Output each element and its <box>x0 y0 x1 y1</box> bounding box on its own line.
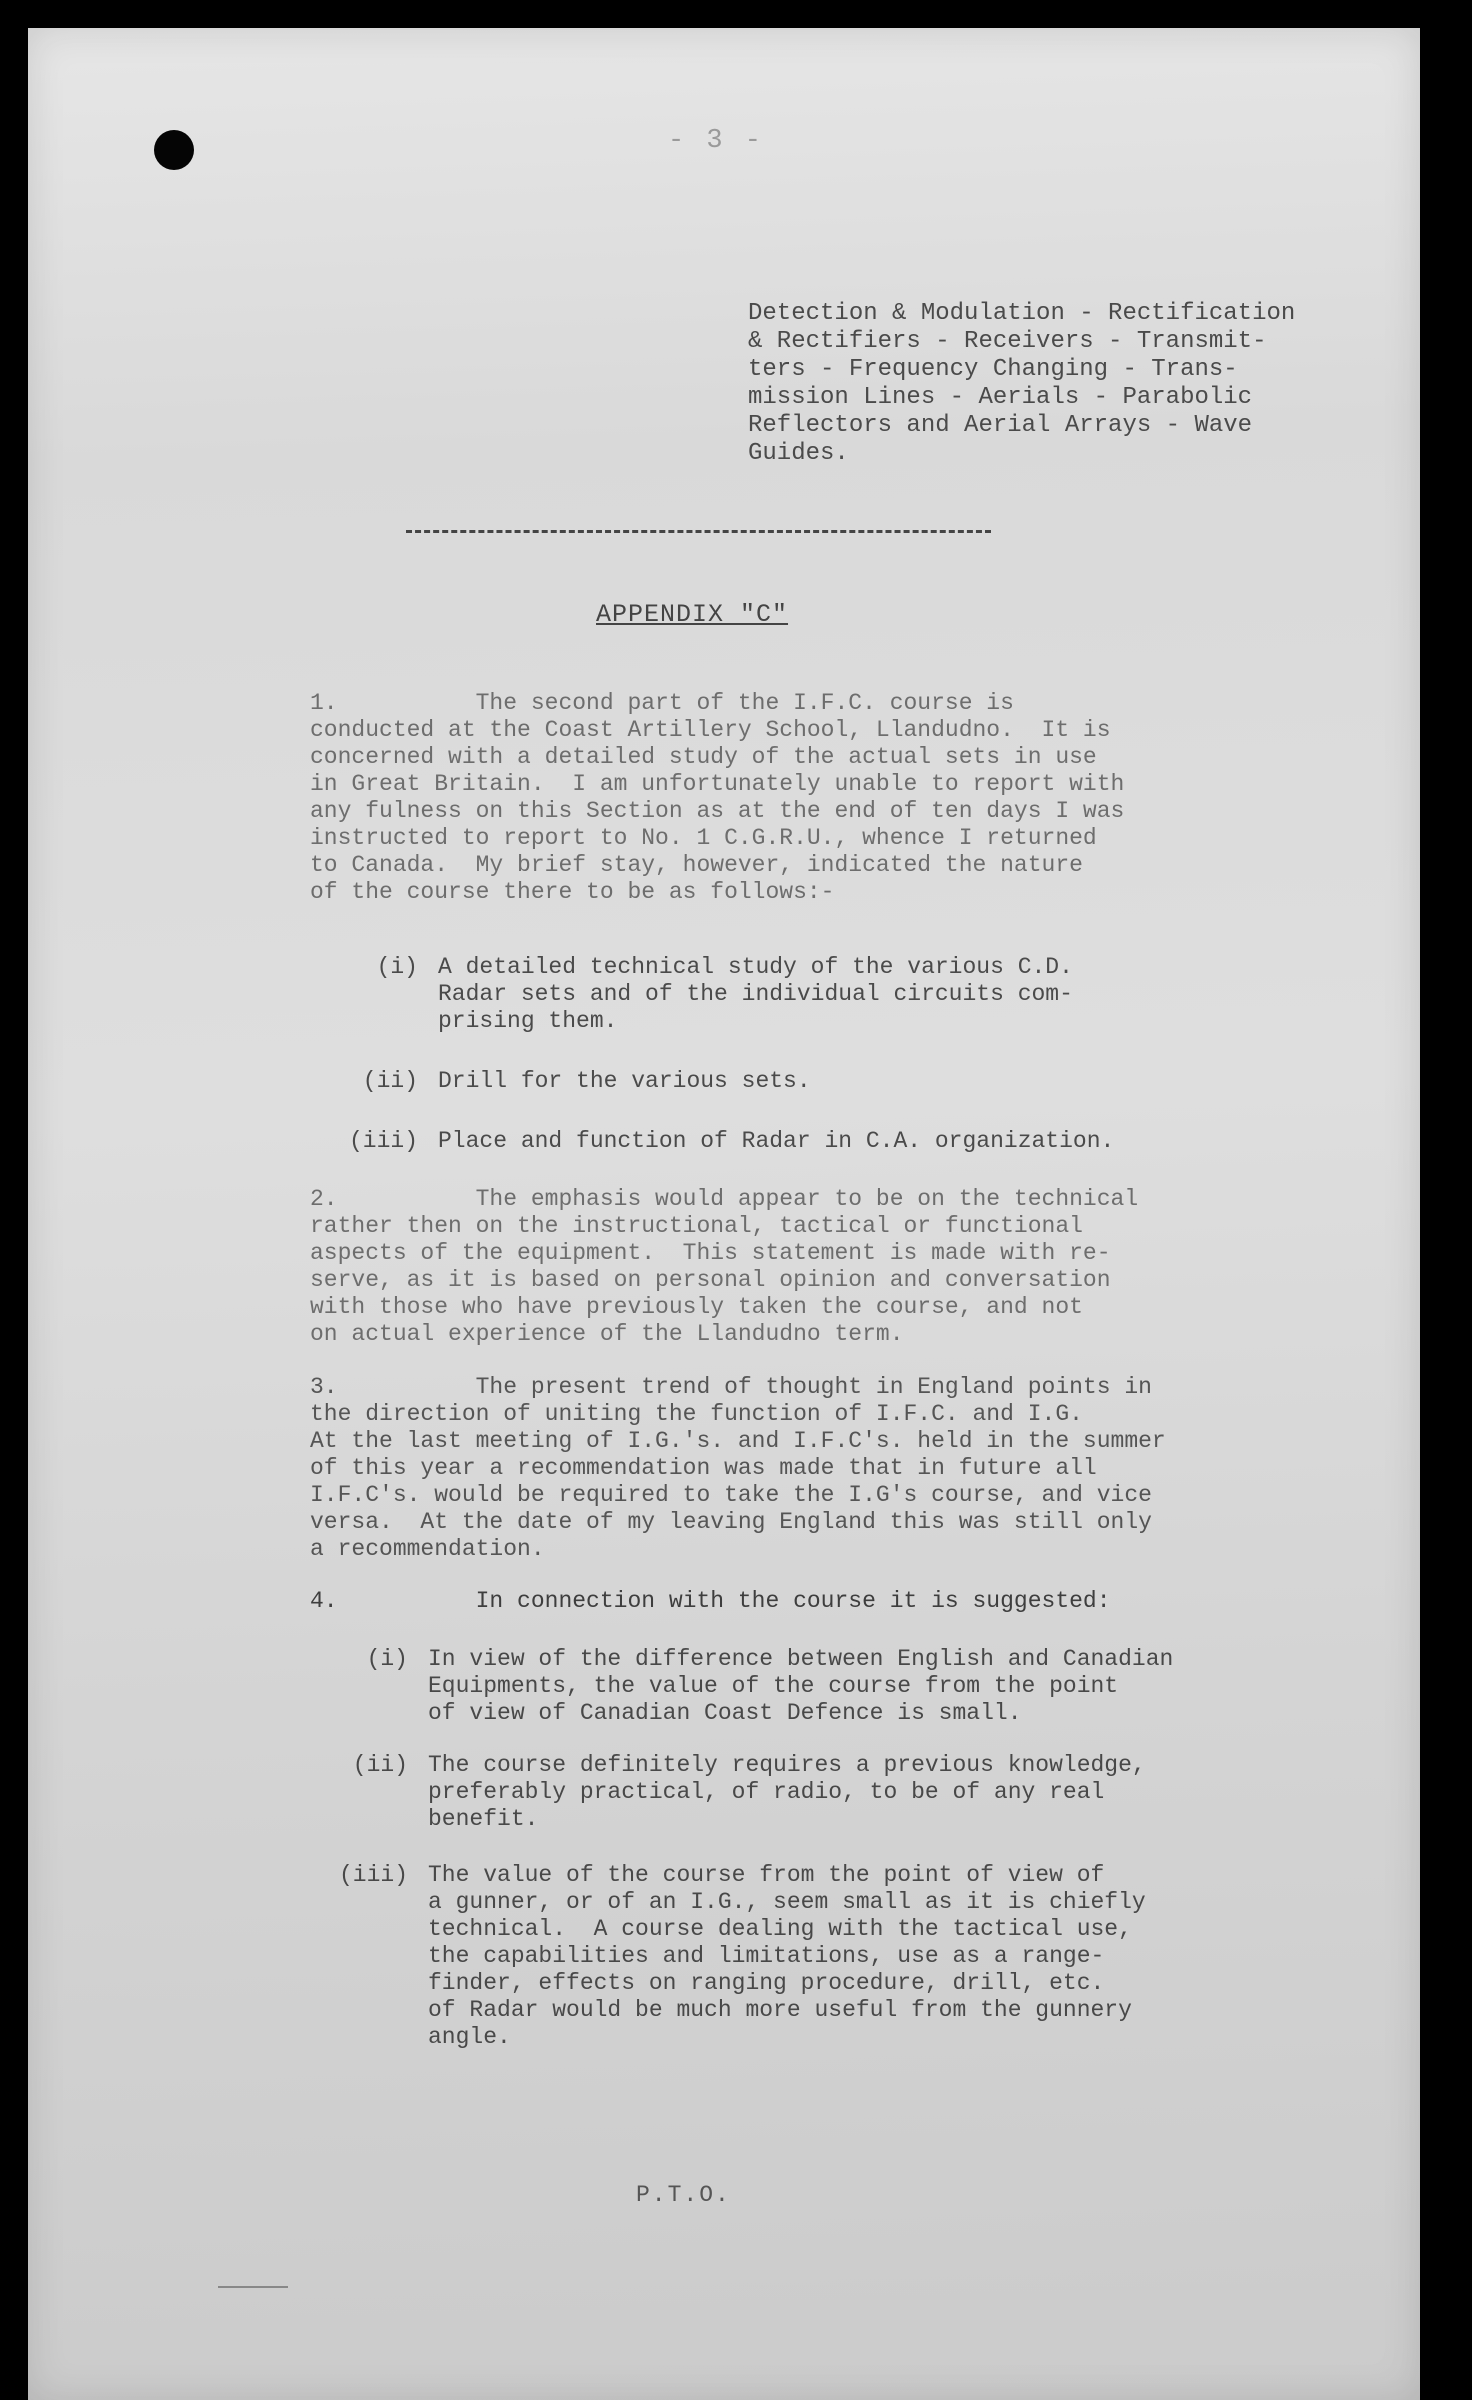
list-item-text: Place and function of Radar in C.A. organization. <box>438 1128 1115 1154</box>
document-page <box>28 28 1420 2400</box>
list-item-number: (iii) <box>338 1862 408 1888</box>
list-item-number: (i) <box>366 1646 408 1672</box>
list-item-text: The value of the course from the point of view of a gunner, or of an I.G., seem small as it is chiefly technical. A course dealing with the tactical use, the capabilities and limitations, use as a range- finder, effects on ranging procedure, drill, etc. of Radar would be much more useful from the gunnery angle. <box>428 1862 1146 2050</box>
paragraph-1: 1. The second part of the I.F.C. course is conducted at the Coast Artillery School, Llandudno. It is concerned with a detailed study of the actual sets in use in Great Britain. I am unfortunately unable to report with any fulness on this Section as at the end of ten days I was instructed to report to No. 1 C.G.R.U., whence I returned to Canada. My brief stay, however, indicated the nature of the course there to be as follows:- <box>310 690 1125 905</box>
list-item <box>318 1752 1146 1860</box>
list-item-number: (ii) <box>362 1068 418 1094</box>
dashed-separator <box>406 530 991 533</box>
margin-mark <box>218 2286 288 2288</box>
list-item-number: (iii) <box>348 1128 418 1154</box>
paragraph-4-intro: 4. In connection with the course it is suggested: <box>310 1588 1111 1614</box>
page-number: - 3 - <box>668 126 765 156</box>
list-item-text: In view of the difference between English and Canadian Equipments, the value of the course from the point of view of Canadian Coast Defence is small. <box>428 1646 1174 1726</box>
list-item-text: A detailed technical study of the various C.D. Radar sets and of the individual circuits com- prising them. <box>438 954 1073 1034</box>
list-item-text: Drill for the various sets. <box>438 1068 811 1094</box>
list-item-text: The course definitely requires a previous knowledge, preferably practical, of radio, to be of any real benefit. <box>428 1752 1146 1832</box>
appendix-heading: APPENDIX "C" <box>596 600 789 629</box>
list-item-number: (ii) <box>352 1752 408 1778</box>
list-item-number: (i) <box>376 954 418 980</box>
paragraph-3: 3. The present trend of thought in England points in the direction of uniting the function of I.F.C. and I.G. At the last meeting of I.G.'s. and I.F.C's. held in the summer of this year a recommendation was made that in future all I.F.C's. would be required to take the I.G's course, and vice versa. At the date of my leaving England this was still only a recommendation. <box>310 1374 1166 1562</box>
list-item <box>318 1862 1146 2050</box>
list-item <box>328 954 1073 1062</box>
please-turn-over: P.T.O. <box>636 2182 731 2208</box>
list-item <box>318 1646 1174 1754</box>
paragraph-2: 2. The emphasis would appear to be on the technical rather then on the instructional, tactical or functional aspects of the equipment. This statement is made with re- serve, as it is based on personal opinion and conversation with those who have previously taken the course, and not on actual experience of the Llandudno term. <box>310 1186 1139 1347</box>
continued-topic-list: Detection & Modulation - Rectification & Rectifiers - Receivers - Transmit- ters - Frequency Changing - Trans- mission Lines - Aerials - Parabolic Reflectors and Aerial Arrays - Wave Guides. <box>748 300 1296 467</box>
punch-hole <box>154 130 194 170</box>
